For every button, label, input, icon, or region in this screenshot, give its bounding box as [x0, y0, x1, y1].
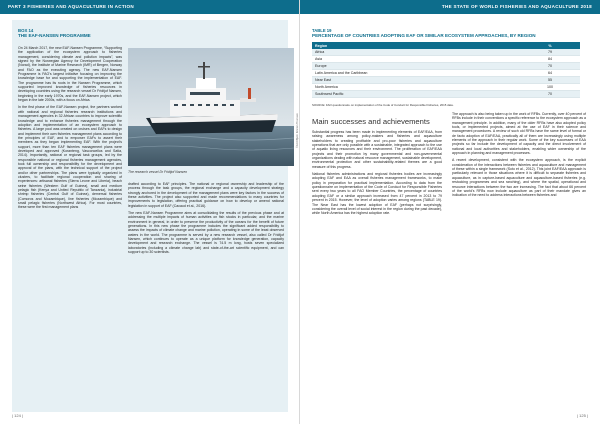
- table-header-row: [312, 42, 580, 49]
- box-kicker: BOX 14: [18, 28, 34, 33]
- box-heading: THE EAF-NANSEN PROGRAMME: [18, 33, 91, 38]
- table-kicker: TABLE 19: [312, 28, 332, 33]
- table-cell: Latin America and the Caribbean: [312, 70, 520, 77]
- section-heading: Main successes and achievements: [312, 117, 430, 126]
- table-title: PERCENTAGE OF COUNTRIES ADOPTING EAF OR SIMILAR ECOSYSTEM APPROACHES, BY REGION: [312, 33, 536, 38]
- paragraph: drafted according to EAF principles. The national or regional ownership and leadership of the process through the task groups, the regional exchange and a capacity development strategy strongly anchored in the development of the management plans were key factors in the success of these activities. The project also supported and made recommendations to many countries for improvements to legislation, offering practical guidance on how to develop or amend national legislation in support of EAF (Cacaud et al., 2016).: [128, 182, 284, 208]
- table-cell: 64: [520, 70, 580, 77]
- table-cell: 100: [520, 84, 580, 91]
- adoption-table: [312, 42, 580, 98]
- table-cell: Southwest Pacific: [312, 91, 520, 98]
- right-column-1: [312, 130, 442, 410]
- table-cell: North America: [312, 84, 520, 91]
- paragraph: National fisheries administrations and regional fisheries bodies are increasingly adopting EAF and EAA as overall fisheries management frameworks, to make policy in preparation for practical implementation. According to data from the questionnaire on implementation of the Code of Conduct for Responsible Fisheries sent every two years to all FAO Member Countries, the percentage of countries adopting EAF or a similar approach increased from 47 percent in 2013 to 79 percent in 2015. However, the level of adoption varies among regions (TABLE 19). The Near East has the lowest adoption of EAF (perhaps not surprisingly, considering the overall level of social interest in the region during the past decade), while North America has the highest adoption rate.: [312, 172, 442, 216]
- table-cell: Asia: [312, 56, 520, 63]
- table-row: [312, 84, 580, 91]
- paragraph: A recent development, consistent with the ecosystem approach, is the explicit consideration of the interactions between fisheries and aquaculture and management of these within a single framework (Soto et al., 2012). This joint EAF/EAA approach is particularly relevant in those situations where it is difficult to separate fisheries and aquaculture, as in capture-based aquaculture and aquaculture-based fisheries (e.g. restocking programmes and sea ranching), and where the spatial, operational and resource interactions between the two are increasing. The fact that about 66 percent of the world's RFBs now include aquaculture as part of their mandate gives an indication of the need to address interactions between fisheries and: [452, 158, 586, 198]
- box-title: [18, 28, 91, 38]
- table-cell: Near East: [312, 77, 520, 84]
- box-column-2: [128, 182, 284, 406]
- paragraph: On 24 March 2017, the new EAF-Nansen Programme, “Supporting the application of the ecosystem approach to fisheries management, considering climate and pollution impacts”, was signed by the Norwegian Agency for Development Cooperation (Norad), the Institute of Marine Research (IMR) of Bergen, Norway and FAO as the executing agency. The new EAF-Nansen Programme is FAO's largest initiative focusing on improving the knowledge base for and supporting the implementation of EAF. The programme has its roots in the Nansen Programme, which supported improved knowledge of fisheries resources in developing countries using the research vessel Dr Fridtjof Nansen, beginning in the early 1970s, and the EAF-Nansen project, which began in the late 2000s, with a focus on Africa.: [18, 46, 122, 103]
- page-number-left: | 124 |: [12, 413, 23, 418]
- page-number-right: | 125 |: [577, 413, 588, 418]
- photo-caption: The research vessel Dr Fridtjof Nansen: [128, 170, 187, 174]
- table-title-block: [312, 28, 536, 38]
- photo-credit: ©FAO/Bjørn Kristian Thomsen: [296, 113, 299, 148]
- paragraph: The new EAF-Nansen Programme aims at consolidating the results of the previous phase and at addressing the multiple impacts of human activities on fish stocks in particular, and the marine environment in general, in order to preserve the productivity of the oceans for the benefit of future generations. In this new phase the programme includes the significant added responsibility to assess the impacts of climate change and marine pollution, operating in some of the least observed waters in the world. The programme is served by a new research vessel, also called Dr Fridtjof Nansen, which continues to operate as a unique platform for knowledge generation, capacity development and research exchange. The vessel is 74.5 m long, hosts seven specialized laboratories (including a climate change lab) and state-of-the-art scientific equipment, and can support up to 30 scientists.: [128, 211, 284, 255]
- table-cell: 55: [520, 77, 580, 84]
- table-cell: Africa: [312, 49, 520, 56]
- paragraph: The approach is also being taken up in the work of RFBs. Currently, over 40 percent of RFBs include in their conventions a specific reference to the ecosystem approach as a management principle. In addition, many of the older RFBs have also adopted policy tools, or implemented projects, aimed at the use of EAF in their science and management procedures. A review of such old RFBs have the same level of formal or de facto adoption of EAF/EAA, practically all of them are increasingly using multiple elements of the approach in their regular work. Some of the key successes of EAA projects so far include the development of capacity and the direct involvement of national and local authorities and stakeholders, enabling wider ownership of the approach in planning and management processes.: [452, 112, 586, 156]
- paragraph: In the first phase of the EAF-Nansen project, the partners worked with national and regional fisheries research institutions and management agencies in 32 African countries to improve scientific knowledge and to enhance fisheries management through the adoption and implementation of an ecosystem approach to fisheries. A large pool was created on cruises and EAFs to design and implement their own fisheries management plans according to the principles of EAF, and to empower EAFs to assert their members as they began implementing EAF. With the project's support, more than ten EAF fisheries management plans were developed and approved (Koranteng, Vasconcellos and Satia, 2014). Importantly, national or regional task groups, led by the responsible national or regional fisheries management agencies, took full ownership and responsibility for the development and approval of the plans, with the technical support of the project and/or other partnerships. The plans were typically organized in clusters, to facilitate regional cooperation and sharing of experiences: artisanal fisheries (Sierra Leone and Liberia), beach seine fisheries (Western Gulf of Guinea), small and medium pelagic fish (Kenya and United Republic of Tanzania), industrial shrimp fisheries (Central Gulf of Guinea), demersal fisheries (Comoros and Mozambique), line fisheries (Mozambique) and small pelagic fisheries (Northwest Africa). For most countries, these were the first management plans: [18, 105, 122, 210]
- table-row: [312, 77, 580, 84]
- table-source-note: SOURCE: FAO questionnaire on implementation of the Code of Conduct for Responsible Fisheries, 2015 data.: [312, 103, 454, 107]
- table-cell: 70: [520, 63, 580, 70]
- right-column-2: [452, 112, 586, 412]
- column-header-percent: %: [520, 42, 580, 49]
- table-row: [312, 91, 580, 98]
- table-row: [312, 56, 580, 63]
- right-page: [300, 0, 600, 424]
- running-header-left: PART 3 FISHERIES AND AQUACULTURE IN ACTION: [0, 0, 299, 14]
- box-column-1: [18, 46, 122, 406]
- paragraph: Substantial progress has been made in implementing elements of EAF/EAA, from raising awareness among policy-makers and fisheries and aquaculture stakeholders to creating profitable and pro-poor fisheries and aquaculture operations that are only possible with a sustainable, integrated approach to the use of aquatic living resources and their environment. The proliferation of EAF/EAA projects and their promotion by many governmental and non-governmental organizations dealing with natural resource management, sustainable development, environmental protection and other sustainability-related themes are a good measure of this progress.: [312, 130, 442, 169]
- table-cell: Europe: [312, 63, 520, 70]
- column-header-region: Region: [312, 42, 520, 49]
- table-cell: 70: [520, 91, 580, 98]
- research-vessel-photo: [128, 48, 294, 166]
- running-header-right: THE STATE OF WORLD FISHERIES AND AQUACULTURE 2018: [300, 0, 600, 14]
- table-row: [312, 70, 580, 77]
- table-row: [312, 63, 580, 70]
- table-cell: 84: [520, 56, 580, 63]
- box-14: [12, 20, 299, 412]
- ship-illustration: [128, 48, 294, 166]
- table-cell: 79: [520, 49, 580, 56]
